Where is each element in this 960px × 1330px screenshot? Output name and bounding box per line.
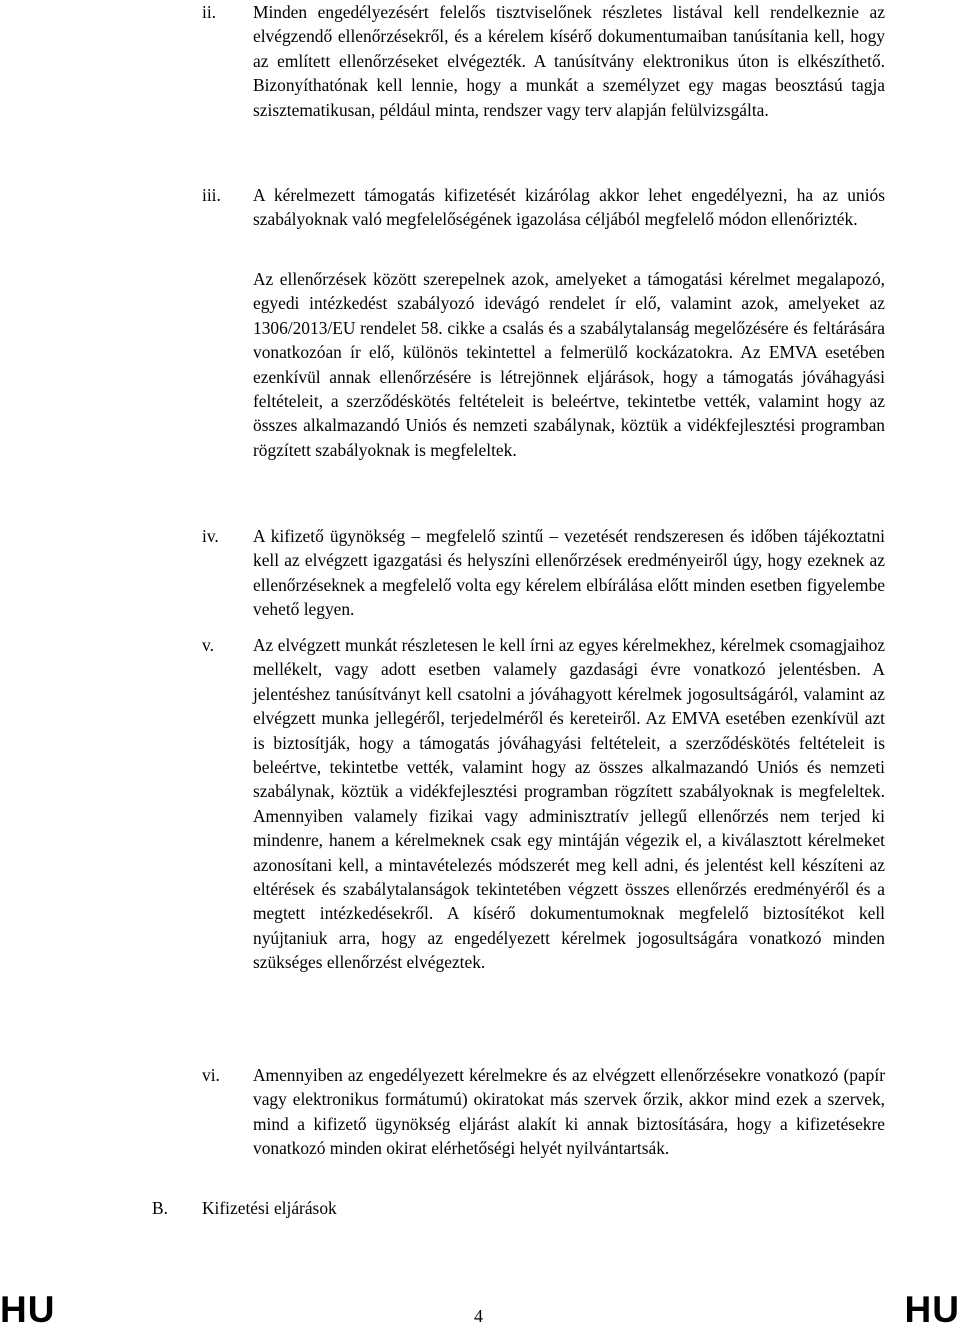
list-marker: ii.	[202, 2, 217, 22]
list-marker: vi.	[202, 1065, 220, 1085]
paragraph: Amennyiben az engedélyezett kérelmekre és az elvégzett ellenőrzésekre vonatkozó (papír vagy elektronikus formátumú) okiratokat más szervek őrzik, akkor mind ezek a szervek, mind a kifizető ügynökség eljárást alakít ki annak biztosítására, hogy a kifizetésekre vonatkozó minden okirat elérhetőségi helyét nyilvántartsák.	[253, 1065, 885, 1159]
section-letter: B.	[152, 1198, 168, 1218]
paragraph: Minden engedélyezésért felelős tisztviselőnek részletes listával kell rendelkeznie az elvégzendő ellenőrzésekről, és a kérelem kísérő dokumentumaiban tanúsítania kell, hogy az említett ellenőrzéseket elvégezték. A tanúsítvány elektronikus úton is elkészíthető. Bizonyíthatónak kell lennie, hogy a munkát a személyzet egy magas beosztású tagja szisztematikusan, például minta, rendszer vagy terv alapján felülvizsgálta.	[253, 2, 885, 120]
footer-language-left: HU	[0, 1289, 56, 1330]
section-title: Kifizetési eljárások	[202, 1198, 337, 1218]
page-number: 4	[474, 1306, 483, 1326]
footer-language-right: HU	[904, 1289, 960, 1330]
list-marker: iii.	[202, 185, 221, 205]
list-marker: v.	[202, 635, 214, 655]
list-marker: iv.	[202, 526, 219, 546]
paragraph: A kifizető ügynökség – megfelelő szintű – vezetését rendszeresen és időben tájékoztatni kell az elvégzett igazgatási és helyszíni ellenőrzések eredményeiről úgy, hogy ezeknek az ellenőrzéseknek a megfelelő volta egy kérelem elbírálása előtt minden esetben figyelembe vehető legyen.	[253, 526, 885, 620]
paragraph: Az elvégzett munkát részletesen le kell írni az egyes kérelmekhez, kérelmek csomagjaihoz mellékelt, vagy adott esetben valamely gazdasági évre vonatkozó jelentésben. A jelentéshez tanúsítványt kell csatolni a jóváhagyott kérelmek jogosultságáról, valamint az elvégzett munka jellegéről, terjedelméről és kereteiről. Az EMVA esetében ezenkívül azt is biztosítják, hogy a támogatás jóváhagyási feltételeit, a szerződéskötés feltételeit is beleértve, tekintetbe vették, valamint hogy az összes alkalmazandó Uniós és nemzeti szabálynak, köztük a vidékfejlesztési programban rögzített szabályoknak is megfeleltek. Amennyiben valamely fizikai vagy adminisztratív jellegű ellenőrzés nem terjed ki mindenre, hanem a kérelmeknek csak egy mintáján végezik el, a kiválasztott kérelmeket azonosítani kell, a mintavételezés módszerét meg kell adni, és jelentést kell készíteni az eltérések és szabálytalanságok tekintetében végzett összes ellenőrzés eredményéről és a megtett intézkedésekről. A kísérő dokumentumoknak megfelelő biztosítékot kell nyújtaniuk arra, hogy az engedélyezett kérelmek jogosultságára vonatkozó minden szükséges ellenőrzést elvégeztek.	[253, 635, 885, 973]
paragraph: A kérelmezett támogatás kifizetését kizárólag akkor lehet engedélyezni, ha az uniós szabályoknak való megfelelőségének igazolása céljából megfelelő módon ellenőrizték.	[253, 185, 885, 230]
paragraph: Az ellenőrzések között szerepelnek azok, amelyeket a támogatási kérelmet megalapozó, egyedi intézkedést szabályozó idevágó rendelet ír elő, valamint azok, amelyeket az 1306/2013/EU rendelet 58. cikke a csalás és a szabálytalanság megelőzésére és feltárására vonatkozóan ír elő, különös tekintettel a felmerülő kockázatokra. Az EMVA esetében ezenkívül annak ellenőrzésére is létrejönnek eljárások, hogy a támogatás jóváhagyási feltételeit, a szerződéskötés feltételeit is beleértve, tekintetbe vették, valamint hogy az összes alkalmazandó Uniós és nemzeti szabálynak, köztük a vidékfejlesztési programban rögzített szabályoknak is megfeleltek.	[253, 269, 885, 460]
